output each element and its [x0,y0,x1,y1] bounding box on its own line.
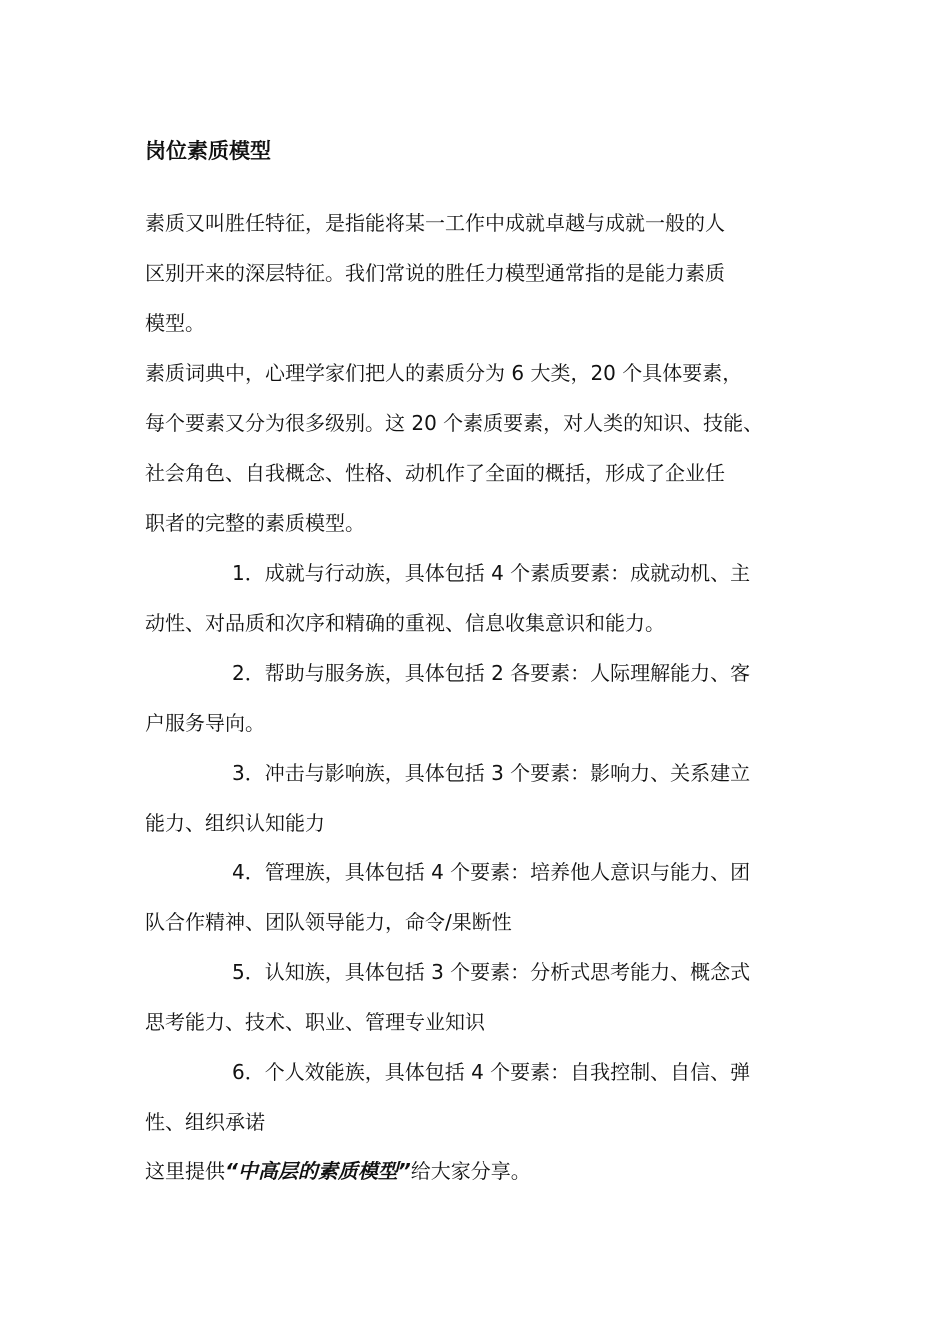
cluster-4-line-2: 队合作精神、团队领导能力，命令/果断性 [145,910,512,934]
closing-prefix: 这里提供 [145,1159,225,1183]
cluster-6-line-1: 6．个人效能族，具体包括 4 个要素：自我控制、自信、弹 [232,1060,751,1084]
closing-line [145,1156,531,1186]
dictionary-line-1: 素质词典中，心理学家们把人的素质分为 6 大类，20 个具体要素， [145,361,743,385]
cluster-6-line-2: 性、组织承诺 [145,1110,265,1134]
dictionary-line-2: 每个要素又分为很多级别。这 20 个素质要素，对人类的知识、技能、 [145,411,764,435]
cluster-1-line-2: 动性、对品质和次序和精确的重视、信息收集意识和能力。 [145,611,665,635]
cluster-3-line-1: 3．冲击与影响族，具体包括 3 个要素：影响力、关系建立 [232,761,751,785]
cluster-4-line-1: 4．管理族，具体包括 4 个要素：培养他人意识与能力、团 [232,860,751,884]
cluster-5-line-1: 5．认知族，具体包括 3 个要素：分析式思考能力、概念式 [232,960,751,984]
cluster-5-line-2: 思考能力、技术、职业、管理专业知识 [145,1010,485,1034]
cluster-3-line-2: 能力、组织认知能力 [145,811,325,835]
cluster-2-line-1: 2．帮助与服务族，具体包括 2 各要素：人际理解能力、客 [232,661,751,685]
intro-line-2: 区别开来的深层特征。我们常说的胜任力模型通常指的是能力素质 [145,261,725,285]
intro-line-1: 素质又叫胜任特征，是指能将某一工作中成就卓越与成就一般的人 [145,211,725,235]
dictionary-line-4: 职者的完整的素质模型。 [145,511,365,535]
intro-line-3: 模型。 [145,311,205,335]
cluster-1-line-1: 1．成就与行动族，具体包括 4 个素质要素：成就动机、主 [232,561,751,585]
document-title: 岗位素质模型 [145,139,271,163]
dictionary-line-3: 社会角色、自我概念、性格、动机作了全面的概括，形成了企业任 [145,461,725,485]
cluster-2-line-2: 户服务导向。 [145,711,265,735]
closing-suffix: 给大家分享。 [410,1159,531,1183]
model-title-emphasis: “中高层的素质模型” [225,1159,411,1183]
